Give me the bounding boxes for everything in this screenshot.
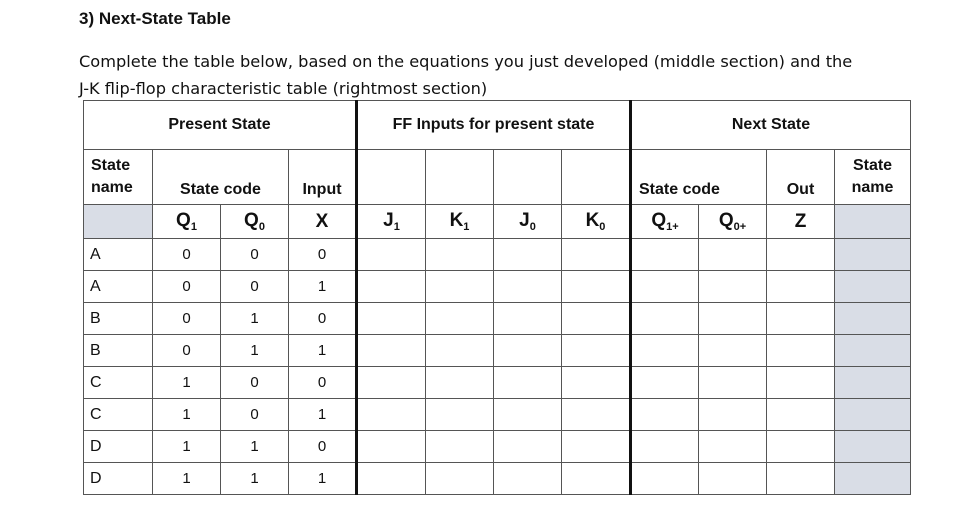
j1-entry-cell[interactable] [357, 463, 426, 495]
table-row [84, 271, 911, 303]
state-name-cell: A [84, 239, 153, 271]
q1-next-entry-cell[interactable] [631, 367, 699, 399]
state-name-cell: A [84, 271, 153, 303]
out-entry-cell[interactable] [767, 335, 835, 367]
q0-next-entry-cell[interactable] [699, 431, 767, 463]
j0-entry-cell[interactable] [494, 431, 562, 463]
q0-next-entry-cell[interactable] [699, 399, 767, 431]
q1-next-entry-cell[interactable] [631, 271, 699, 303]
q0-next-entry-cell[interactable] [699, 463, 767, 495]
j0-entry-cell[interactable] [494, 335, 562, 367]
ff-input-header-cell [357, 150, 426, 205]
instructions [79, 48, 939, 102]
input-cell: 0 [289, 303, 357, 335]
input-cell: 0 [289, 431, 357, 463]
j0-entry-cell[interactable] [494, 399, 562, 431]
state-name-header-line-2: name [91, 179, 133, 196]
k1-entry-cell[interactable] [426, 271, 494, 303]
symbol-z: Z [767, 205, 835, 239]
next-state-name-cell[interactable] [835, 335, 911, 367]
q0-cell: 1 [221, 303, 289, 335]
instructions-line-1: Complete the table below, based on the equations you just developed (middle section) and the [79, 52, 853, 71]
table-row [84, 463, 911, 495]
out-entry-cell[interactable] [767, 271, 835, 303]
q0-cell: 0 [221, 399, 289, 431]
table-row [84, 303, 911, 335]
q0-next-entry-cell[interactable] [699, 303, 767, 335]
section-title-row [84, 101, 911, 150]
q1-cell: 1 [153, 399, 221, 431]
out-header: Out [767, 150, 835, 205]
k0-entry-cell[interactable] [562, 271, 631, 303]
next-state-name-header-line-2: name [851, 179, 894, 196]
next-state-name-cell[interactable] [835, 431, 911, 463]
q1-next-entry-cell[interactable] [631, 399, 699, 431]
q1-cell: 1 [153, 431, 221, 463]
q1-cell: 1 [153, 367, 221, 399]
ff-input-header-cell [562, 150, 631, 205]
out-entry-cell[interactable] [767, 399, 835, 431]
next-state-title: Next State [631, 101, 911, 150]
k1-entry-cell[interactable] [426, 367, 494, 399]
out-entry-cell[interactable] [767, 463, 835, 495]
state-name-header [84, 150, 153, 205]
j0-entry-cell[interactable] [494, 367, 562, 399]
input-header: Input [289, 150, 357, 205]
input-cell: 1 [289, 335, 357, 367]
out-entry-cell[interactable] [767, 367, 835, 399]
q1-next-entry-cell[interactable] [631, 431, 699, 463]
next-state-table [83, 100, 911, 495]
symbol-j1: $J_1$ [357, 205, 426, 239]
q0-cell: 1 [221, 463, 289, 495]
q1-next-entry-cell[interactable] [631, 335, 699, 367]
next-state-name-cell[interactable] [835, 399, 911, 431]
state-code-header: State code [153, 150, 289, 205]
input-cell: 1 [289, 463, 357, 495]
next-state-name-cell[interactable] [835, 271, 911, 303]
next-state-name-cell[interactable] [835, 463, 911, 495]
next-state-name-header [835, 150, 911, 205]
k0-entry-cell[interactable] [562, 335, 631, 367]
next-state-name-cell[interactable] [835, 239, 911, 271]
j1-entry-cell[interactable] [357, 271, 426, 303]
next-state-code-header: State code [631, 150, 767, 205]
table-row [84, 335, 911, 367]
state-name-cell: C [84, 367, 153, 399]
out-entry-cell[interactable] [767, 303, 835, 335]
j0-entry-cell[interactable] [494, 271, 562, 303]
q1-next-entry-cell[interactable] [631, 463, 699, 495]
state-name-cell: B [84, 303, 153, 335]
table-row [84, 399, 911, 431]
instructions-line-2: J-K flip-flop characteristic table (rightmost section) [79, 79, 488, 98]
symbol-k1: $K_1$ [426, 205, 494, 239]
j1-entry-cell[interactable] [357, 335, 426, 367]
input-cell: 1 [289, 271, 357, 303]
symbol-x: X [289, 205, 357, 239]
k1-entry-cell[interactable] [426, 463, 494, 495]
out-entry-cell[interactable] [767, 431, 835, 463]
state-name-cell: C [84, 399, 153, 431]
table-row [84, 431, 911, 463]
j1-entry-cell[interactable] [357, 399, 426, 431]
state-name-header-line-1: State [91, 157, 131, 174]
symbol-cell-blank [835, 205, 911, 239]
q0-next-entry-cell[interactable] [699, 271, 767, 303]
symbol-q1-next: $Q_{1+}$ [631, 205, 699, 239]
input-cell: 0 [289, 239, 357, 271]
next-state-name-cell[interactable] [835, 367, 911, 399]
q0-next-entry-cell[interactable] [699, 367, 767, 399]
k0-entry-cell[interactable] [562, 399, 631, 431]
q0-cell: 1 [221, 431, 289, 463]
symbol-q0-next: $Q_{0+}$ [699, 205, 767, 239]
q1-cell: 0 [153, 239, 221, 271]
k0-entry-cell[interactable] [562, 239, 631, 271]
state-name-cell: D [84, 463, 153, 495]
k1-entry-cell[interactable] [426, 399, 494, 431]
k1-entry-cell[interactable] [426, 239, 494, 271]
q1-next-entry-cell[interactable] [631, 303, 699, 335]
k0-entry-cell[interactable] [562, 303, 631, 335]
ff-inputs-title: FF Inputs for present state [357, 101, 631, 150]
symbol-k0: $K_0$ [562, 205, 631, 239]
q1-cell: 1 [153, 463, 221, 495]
j0-entry-cell[interactable] [494, 463, 562, 495]
input-cell: 1 [289, 399, 357, 431]
out-entry-cell[interactable] [767, 239, 835, 271]
j1-entry-cell[interactable] [357, 367, 426, 399]
symbol-q0: $Q_0$ [221, 205, 289, 239]
q1-cell: 0 [153, 271, 221, 303]
table-row [84, 367, 911, 399]
section-heading: 3) Next-State Table [79, 9, 231, 28]
q0-cell: 1 [221, 335, 289, 367]
q1-cell: 0 [153, 335, 221, 367]
q0-cell: 0 [221, 271, 289, 303]
table-row [84, 239, 911, 271]
q0-cell: 0 [221, 367, 289, 399]
symbol-cell-blank [84, 205, 153, 239]
state-name-cell: D [84, 431, 153, 463]
k0-entry-cell[interactable] [562, 367, 631, 399]
q0-next-entry-cell[interactable] [699, 335, 767, 367]
j1-entry-cell[interactable] [357, 239, 426, 271]
symbol-row [84, 205, 911, 239]
k0-entry-cell[interactable] [562, 463, 631, 495]
q0-next-entry-cell[interactable] [699, 239, 767, 271]
k1-entry-cell[interactable] [426, 303, 494, 335]
j1-entry-cell[interactable] [357, 303, 426, 335]
k1-entry-cell[interactable] [426, 431, 494, 463]
j1-entry-cell[interactable] [357, 431, 426, 463]
input-cell: 0 [289, 367, 357, 399]
next-state-name-cell[interactable] [835, 303, 911, 335]
column-header-row [84, 150, 911, 205]
next-state-name-header-line-1: State [852, 157, 893, 174]
j0-entry-cell[interactable] [494, 239, 562, 271]
ff-input-header-cell [494, 150, 562, 205]
j0-entry-cell[interactable] [494, 303, 562, 335]
q0-cell: 0 [221, 239, 289, 271]
present-state-title: Present State [84, 101, 357, 150]
symbol-j0: $J_0$ [494, 205, 562, 239]
k0-entry-cell[interactable] [562, 431, 631, 463]
symbol-q1: $Q_1$ [153, 205, 221, 239]
ff-input-header-cell [426, 150, 494, 205]
q1-cell: 0 [153, 303, 221, 335]
k1-entry-cell[interactable] [426, 335, 494, 367]
state-name-cell: B [84, 335, 153, 367]
q1-next-entry-cell[interactable] [631, 239, 699, 271]
